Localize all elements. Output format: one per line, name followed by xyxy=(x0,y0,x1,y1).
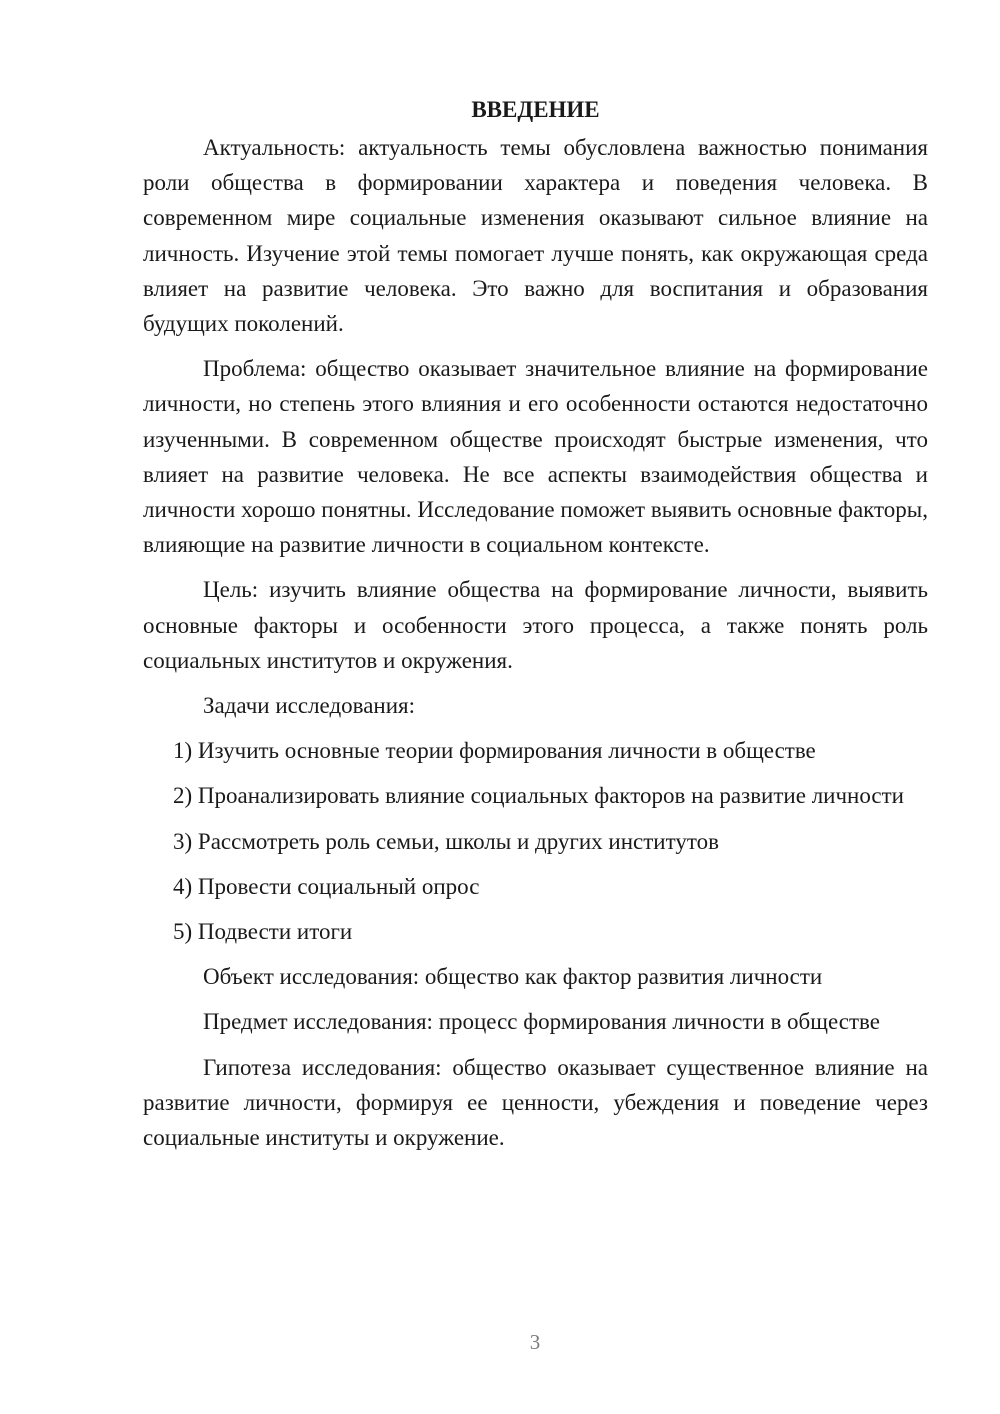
paragraph-goal: Цель: изучить влияние общества на формирование личности, выявить основные факторы и особенности этого процесса, а также понять роль социальных институтов и окружения. xyxy=(143,577,928,673)
task-item-2: 2) Проанализировать влияние социальных факторов на развитие личности xyxy=(173,783,904,809)
section-heading: ВВЕДЕНИЕ xyxy=(471,97,600,122)
paragraph-problem: Проблема: общество оказывает значительное влияние на формирование личности, но степень этого влияния и его особенности остаются недостаточно изученными. В современном обществе происходят быстрые изменения, что влияет на развитие человека. Не все аспекты взаимодействия общества и личности хорошо понятны. Исследование поможет выявить основные факторы, влияющие на развитие личности в социальном контексте. xyxy=(143,356,928,558)
paragraph-hypothesis: Гипотеза исследования: общество оказывает существенное влияние на развитие личности, формируя ее ценности, убеждения и поведение через социальные институты и окружение. xyxy=(143,1054,928,1151)
task-item-3: 3) Рассмотреть роль семьи, школы и других институтов xyxy=(173,828,719,854)
page-number: 3 xyxy=(529,1330,541,1354)
task-item-5: 5) Подвести итоги xyxy=(173,919,353,945)
paragraph-subject: Предмет исследования: процесс формирования личности в обществе xyxy=(203,1009,880,1035)
tasks-heading: Задачи исследования: xyxy=(203,693,416,719)
paragraph-relevance: Актуальность: актуальность темы обусловлена важностью понимания роли общества в формировании характера и поведения человека. В современном мире социальные изменения оказывают сильное влияние на личность. Изучение этой темы помогает лучше понять, как окружающая среда влияет на развитие человека. Это важно для воспитания и образования будущих поколений. xyxy=(143,135,928,337)
paragraph-object: Объект исследования: общество как фактор развития личности xyxy=(203,964,823,990)
task-item-1: 1) Изучить основные теории формирования личности в обществе xyxy=(173,738,816,764)
task-item-4: 4) Провести социальный опрос xyxy=(173,873,480,899)
page-content xyxy=(143,92,928,1165)
